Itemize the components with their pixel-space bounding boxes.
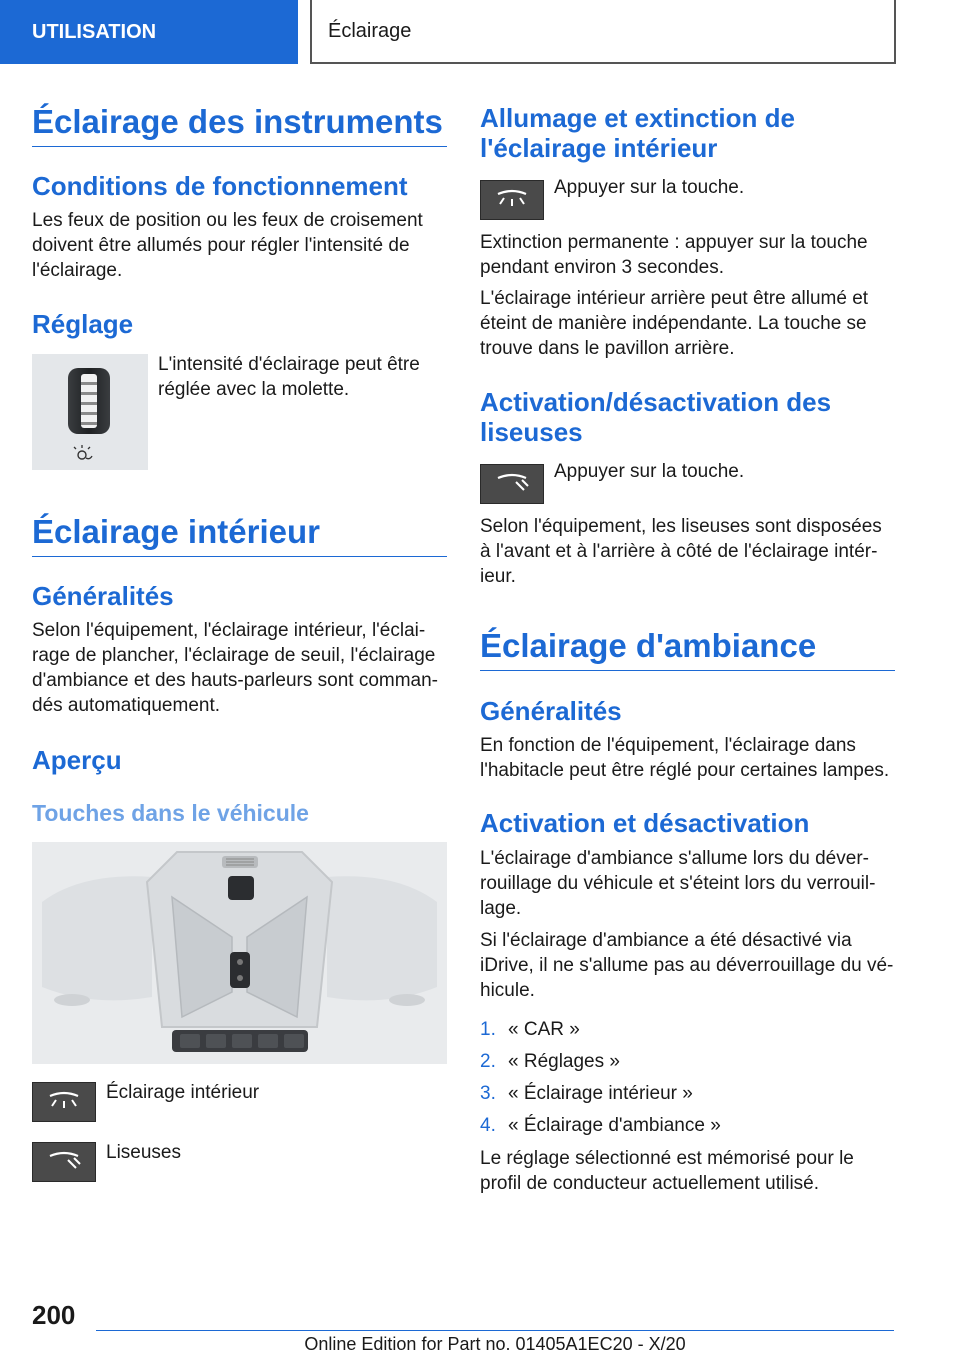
text-reglage: L'intensité d'éclairage peut être réglée avec la molette.: [158, 354, 420, 401]
step-text: « CAR »: [508, 1019, 580, 1040]
text-arriere: L'éclairage intérieur arrière peut être allumé et éteint de manière indépendante. La touche se trouve dans le pavillon arrière.: [480, 288, 869, 360]
heading-ambient-lighting: Éclairage d'ambiance: [480, 627, 817, 664]
section-tab: [0, 0, 298, 64]
text-activation: L'éclairage d'ambiance s'allume lors du déver-rouillage du véhicule et s'éteint lors du verrouil-lage.: [480, 848, 876, 920]
dimmer-wheel-image: [32, 354, 148, 470]
list-item: [480, 1078, 895, 1110]
text-generalites: Selon l'équipement, l'éclairage intérieur, l'éclai-rage de plancher, l'éclairage de seuil, l'éclairage d'ambiance et des hauts-parleurs sont comman-dés automatiquement.: [32, 620, 438, 717]
interior-light-icon: [492, 186, 532, 214]
section-label: UTILISATION: [32, 20, 157, 43]
heading-allumage: Allumage et extinction de l'éclairage intérieur: [480, 103, 795, 163]
text-idrive: Si l'éclairage d'ambiance a été désactivé via iDrive, il ne s'allume pas au déverrouillage du vé-hicule.: [480, 930, 894, 1002]
chapter-label: Éclairage: [328, 19, 412, 42]
step-text: « Éclairage d'ambiance »: [508, 1115, 721, 1136]
reading-light-icon: [492, 470, 532, 498]
overhead-console-image: [32, 842, 447, 1064]
text-memorise: Le réglage sélectionné est mémorisé pour le profil de conducteur actuellement utilisé.: [480, 1148, 854, 1195]
dimmer-wheel-icon: [32, 354, 148, 470]
interior-light-key: [480, 180, 544, 220]
text-appuyer-1: Appuyer sur la touche.: [554, 177, 745, 198]
step-text: « Réglages »: [508, 1051, 620, 1072]
interior-light-icon: [44, 1088, 84, 1116]
text-generalites-ambiance: En fonction de l'équipement, l'éclairage dans l'habitacle peut être réglé pour certaines lampes.: [480, 735, 890, 782]
heading-conditions: Conditions de fonctionnement: [32, 171, 408, 201]
legend-liseuses: Liseuses: [106, 1142, 181, 1163]
text-extinction: Extinction permanente : appuyer sur la touche pendant environ 3 secondes.: [480, 232, 868, 279]
text-conditions: Les feux de position ou les feux de croisement doivent être allumés pour régler l'intensité de l'éclairage.: [32, 210, 423, 282]
heading-touches: Touches dans le véhicule: [32, 800, 309, 826]
heading-instrument-lighting: Éclairage des instruments: [32, 103, 443, 140]
edition-note: Online Edition for Part no. 01405A1EC20 - X/20: [304, 1334, 686, 1354]
steps-list: [480, 1014, 895, 1142]
step-number: 4.: [480, 1115, 496, 1136]
text-liseuses: Selon l'équipement, les liseuses sont disposées à l'avant et à l'arrière à côté de l'éclairage intér-ieur.: [480, 516, 882, 588]
heading-generalites-ambiance: Généralités: [480, 696, 622, 726]
heading-rule: [32, 146, 447, 147]
heading-reglage: Réglage: [32, 309, 134, 339]
heading-activation: Activation et désactivation: [480, 808, 810, 838]
overhead-console-icon: [32, 842, 447, 1064]
heading-interior-lighting: Éclairage intérieur: [32, 513, 320, 550]
reading-light-icon: [44, 1148, 84, 1176]
interior-light-key: [32, 1082, 96, 1122]
heading-apercu: Aperçu: [32, 745, 122, 775]
step-text: « Éclairage intérieur »: [508, 1083, 693, 1104]
step-number: 2.: [480, 1051, 496, 1072]
step-number: 3.: [480, 1083, 496, 1104]
chapter-tab: [310, 0, 896, 64]
list-item: [480, 1014, 895, 1046]
reading-light-key: [480, 464, 544, 504]
legend-interior: Éclairage intérieur: [106, 1082, 260, 1103]
heading-rule: [480, 670, 895, 671]
reading-light-key: [32, 1142, 96, 1182]
heading-rule: [32, 556, 447, 557]
list-item: [480, 1110, 895, 1142]
step-number: 1.: [480, 1019, 496, 1040]
heading-generalites: Généralités: [32, 581, 174, 611]
list-item: [480, 1046, 895, 1078]
page-number: 200: [32, 1300, 76, 1330]
heading-activation-liseuses: Activation/désactivation des liseuses: [480, 387, 832, 447]
text-appuyer-2: Appuyer sur la touche.: [554, 461, 745, 482]
footer-rule: [96, 1330, 894, 1331]
